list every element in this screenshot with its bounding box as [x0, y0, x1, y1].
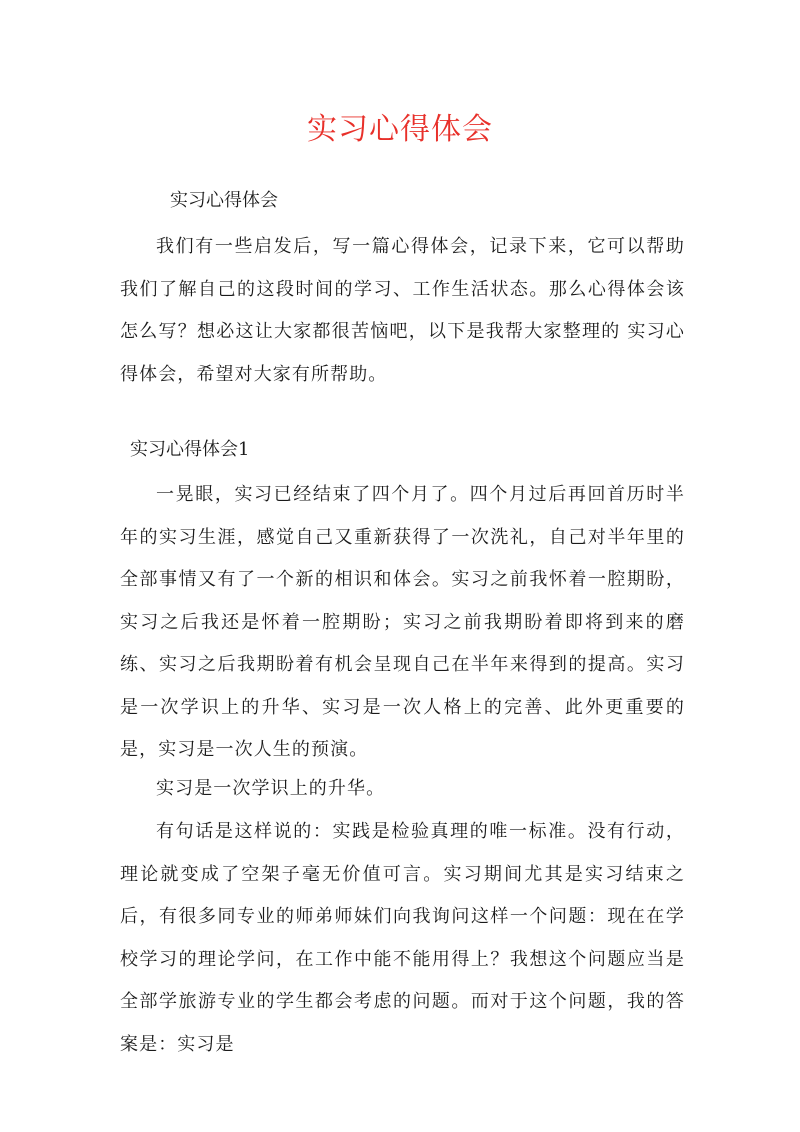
body-paragraph-1: 一晃眼，实习已经结束了四个月了。四个月过后再回首历时半年的实习生涯，感觉自己又重新获得了一次洗礼，自己对半年里的全部事情又有了一个新的相识和体会。实习之前我怀着一腔期盼，实习之后我还是怀着一腔期盼；实习之前我期盼着即将到来的磨练、实习之后我期盼着有机会呈现自己在半年来得到的提高。实习是一次学识上的升华、实习是一次人格上的完善、此外更重要的是，实习是一次人生的预演。 — [120, 484, 685, 760]
document-title: 实习心得体会 — [307, 112, 493, 147]
section-heading: 实习心得体会1 — [130, 439, 250, 460]
body-paragraph-2: 实习是一次学识上的升华。 — [156, 778, 386, 799]
body-paragraph-3: 有句话是这样说的：实践是检验真理的唯一标准。没有行动，理论就变成了空架子毫无价值可言。实习期间尤其是实习结束之后，有很多同专业的师弟师妹们向我询问这样一个问题：现在在学校学习的理论学问，在工作中能不能用得上？我想这个问题应当是全部学旅游专业的学生都会考虑的问题。而对于这个问题，我的答案是：实习是 — [120, 821, 685, 1055]
intro-paragraph: 我们有一些启发后，写一篇心得体会，记录下来，它可以帮助我们了解自己的这段时间的学习、工作生活状态。那么心得体会该怎么写？想必这让大家都很苦恼吧，以下是我帮大家整理的 实习心得体会，希望对大家有所帮助。 — [120, 236, 685, 385]
document-subtitle: 实习心得体会 — [170, 190, 278, 211]
